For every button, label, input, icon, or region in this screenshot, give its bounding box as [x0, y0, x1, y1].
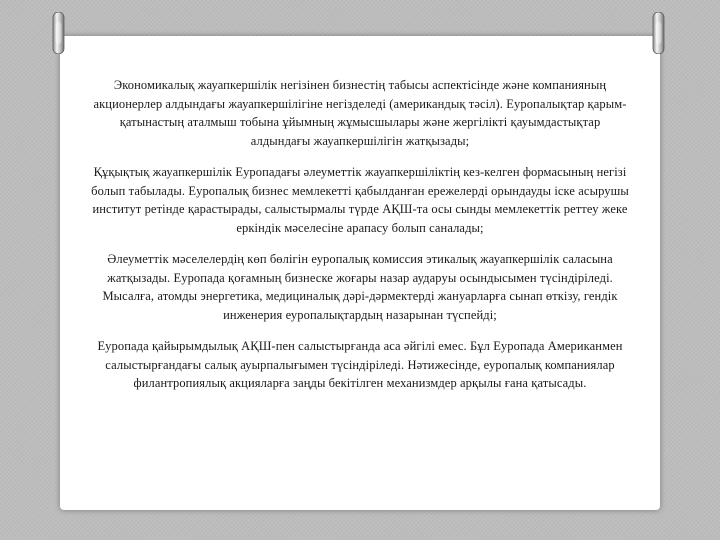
binder-clip-right-icon [652, 12, 665, 54]
paragraph-economic-responsibility: Экономикалық жауапкершілік негізінен бизнестің табысы аспектісінде және компанияның акционерлер алдындағы жауапкершілігіне негізделеді (американдық тәсіл). Еуропалықтар қарым-қатынастың аталмыш тобына ұйымның жұмысшылары және жергілікті қауымдастықтар алдындағы жауапкершілігін жатқызады; [93, 78, 627, 148]
paragraph-legal-responsibility: Құқықтық жауапкершілік Еуропадағы әлеуметтік жауапкершіліктің кез-келген формасының негізі болып табылады. Еуропалық бизнес мемлекетті қабылданған ережелерді орындауды іске асырушы институт ретінде қарастырады, салыстырмалы түрде АҚШ-та осы сынды мемлекеттік реттеу жеке еркіндік мәселесіне арапасу болып саналады; [91, 165, 629, 235]
paragraph-philanthropy: Еуропада қайырымдылық АҚШ-пен салыстырғанда аса әйгілі емес. Бұл Еуропада Американмен салыстырғандағы салық ауырпалығымен түсіндіріледі. Нәтижесінде, еуропалық компаниялар филантропиялық акцияларға заңды бекітілген механизмдер арқылы ғана қатысады. [97, 339, 623, 390]
binder-clip-left-icon [52, 12, 65, 54]
paragraph-ethical-responsibility: Әлеуметтік мәселелердің көп бөлігін еуропалық комиссия этикалық жауапкершілік саласына жатқызады. Еуропада қоғамның бизнеске жоғары назар аударуы осындысымен түсіндіріледі. Мысалға, атомды энергетика, медициналық дәрі-дәрмектерді жануарларға сынап өткізу, гендік инженерия еуропалықтардың назарынан түспейді; [102, 252, 618, 322]
slide-body-text [90, 76, 630, 406]
